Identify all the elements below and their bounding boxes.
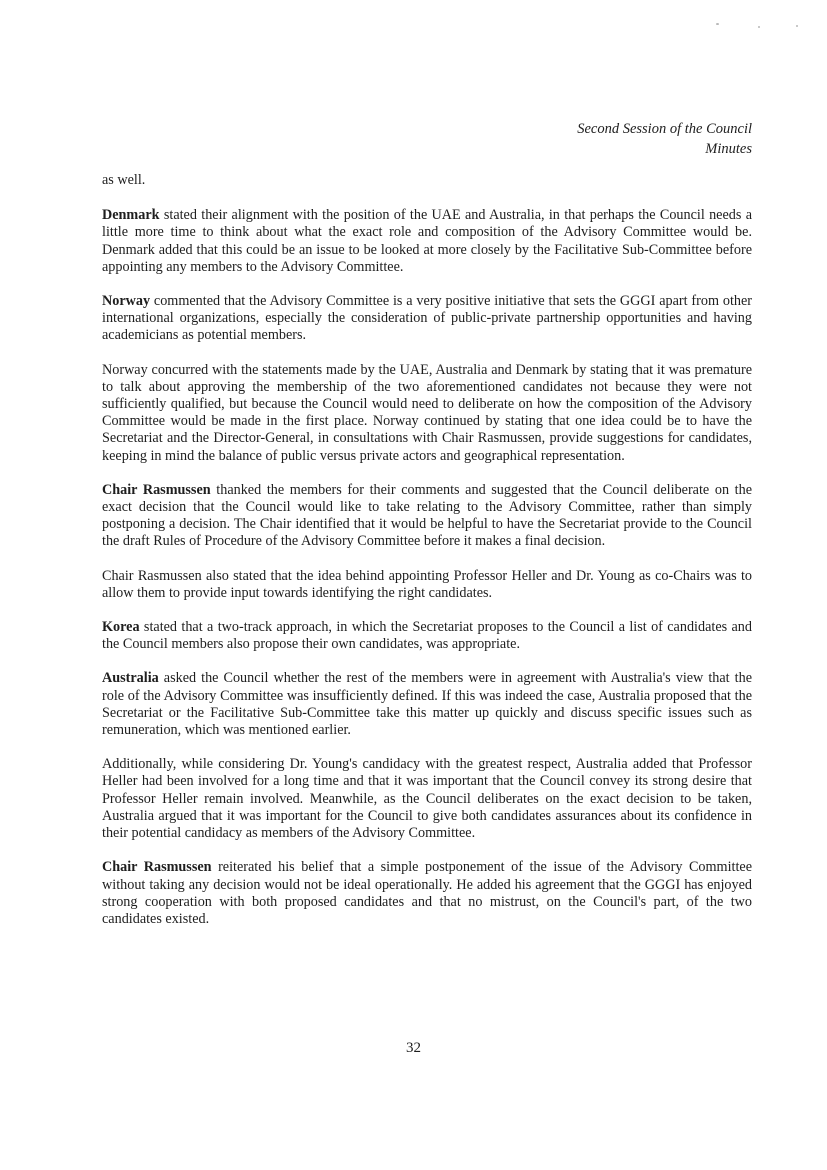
paragraph-norway	[102, 293, 752, 345]
running-header	[577, 119, 752, 159]
paragraph-text: reiterated his belief that a simple postponement of the issue of the Advisory Committee without taking any decision would not be ideal operationally. He added his agreement that the GGGI has enjoyed strong cooperation with both proposed candidates and that no mistrust, on the Council's part, of the two candidates existed.	[102, 859, 752, 927]
header-session-title: Second Session of the Council	[577, 121, 752, 137]
speaker-name: Norway	[102, 293, 151, 310]
speaker-name: Australia	[102, 670, 159, 687]
paragraph-text: thanked the members for their comments and suggested that the Council deliberate on the exact decision that the Council would like to take relating to the Advisory Committee, rather than simply postponing a decision. The Chair identified that it would be helpful to have the Secretariat provide to the Council the draft Rules of Procedure of the Advisory Committee before it makes a final decision.	[102, 481, 752, 550]
paragraph-text: asked the Council whether the rest of the members were in agreement with Australia's view that the role of the Advisory Committee was insufficiently defined. If this was indeed the case, Australia proposed that the Secretariat or the Facilitative Sub-Committee take this matter up quickly and discuss specific issues such as remuneration, which was mentioned earlier.	[102, 670, 752, 739]
paragraph-continuation: as well.	[102, 172, 146, 188]
speaker-name: Chair Rasmussen	[102, 481, 211, 498]
paragraph-chair	[102, 482, 752, 551]
minutes-body	[102, 172, 752, 945]
speaker-name: Denmark	[102, 207, 160, 224]
paragraph-australia	[102, 670, 752, 739]
paragraph-text: stated that a two-track approach, in which the Secretariat proposes to the Council a list of candidates and the Council members also propose their own candidates, was appropriate.	[102, 619, 752, 653]
header-minutes-label: Minutes	[705, 141, 752, 157]
page-number: 32	[406, 1040, 421, 1056]
paragraph-denmark	[102, 207, 752, 276]
paragraph-chair-continued	[102, 568, 752, 602]
paragraph-chair-reiterated	[102, 859, 752, 928]
scan-speck	[796, 25, 798, 27]
paragraph-text: Norway concurred with the statements made by the UAE, Australia and Denmark by stating that it was premature to talk about approving the membership of the two aforementioned candidates not because they were not sufficiently qualified, but because the Council would need to deliberate on how the composition of the Advisory Committee would be made in the first place. Norway continued by stating that one idea could be to have the Secretariat and the Director-General, in consultations with Chair Rasmussen, provide suggestions for candidates, keeping in mind the balance of public versus private actors and geographical representation.	[102, 361, 752, 464]
speaker-name: Chair Rasmussen	[102, 859, 212, 876]
scan-speck	[716, 23, 719, 25]
paragraph-text: Additionally, while considering Dr. Young's candidacy with the greatest respect, Australia added that Professor Heller had been involved for a long time and that it was important that the Council convey its strong desire that Professor Heller remain involved. Meanwhile, as the Council deliberates on the exact decision to be taken, Australia argued that it was important for the Council to give both candidates assurances about its confidence in their potential candidacy as members of the Advisory Committee.	[102, 756, 752, 842]
paragraph-australia-continued	[102, 756, 752, 842]
paragraph-text: stated their alignment with the position of the UAE and Australia, in that perhaps the Council needs a little more time to think about what the exact role and composition of the Advisory Committee would be. Denmark added that this could be an issue to be looked at more closely by the Facilitative Sub-Committee before appointing any members to the Advisory Committee.	[102, 207, 752, 275]
paragraph-norway-continued	[102, 362, 752, 465]
paragraph-text: commented that the Advisory Committee is a very positive initiative that sets the GGGI apart from other international organizations, especially the consideration of public-private partnership opportunities and having academicians as potential members.	[102, 293, 752, 344]
speaker-name: Korea	[102, 619, 140, 636]
paragraph-text: Chair Rasmussen also stated that the idea behind appointing Professor Heller and Dr. Young as co-Chairs was to allow them to provide input towards identifying the right candidates.	[102, 567, 752, 601]
paragraph-korea	[102, 619, 752, 653]
scan-speck	[758, 26, 760, 28]
